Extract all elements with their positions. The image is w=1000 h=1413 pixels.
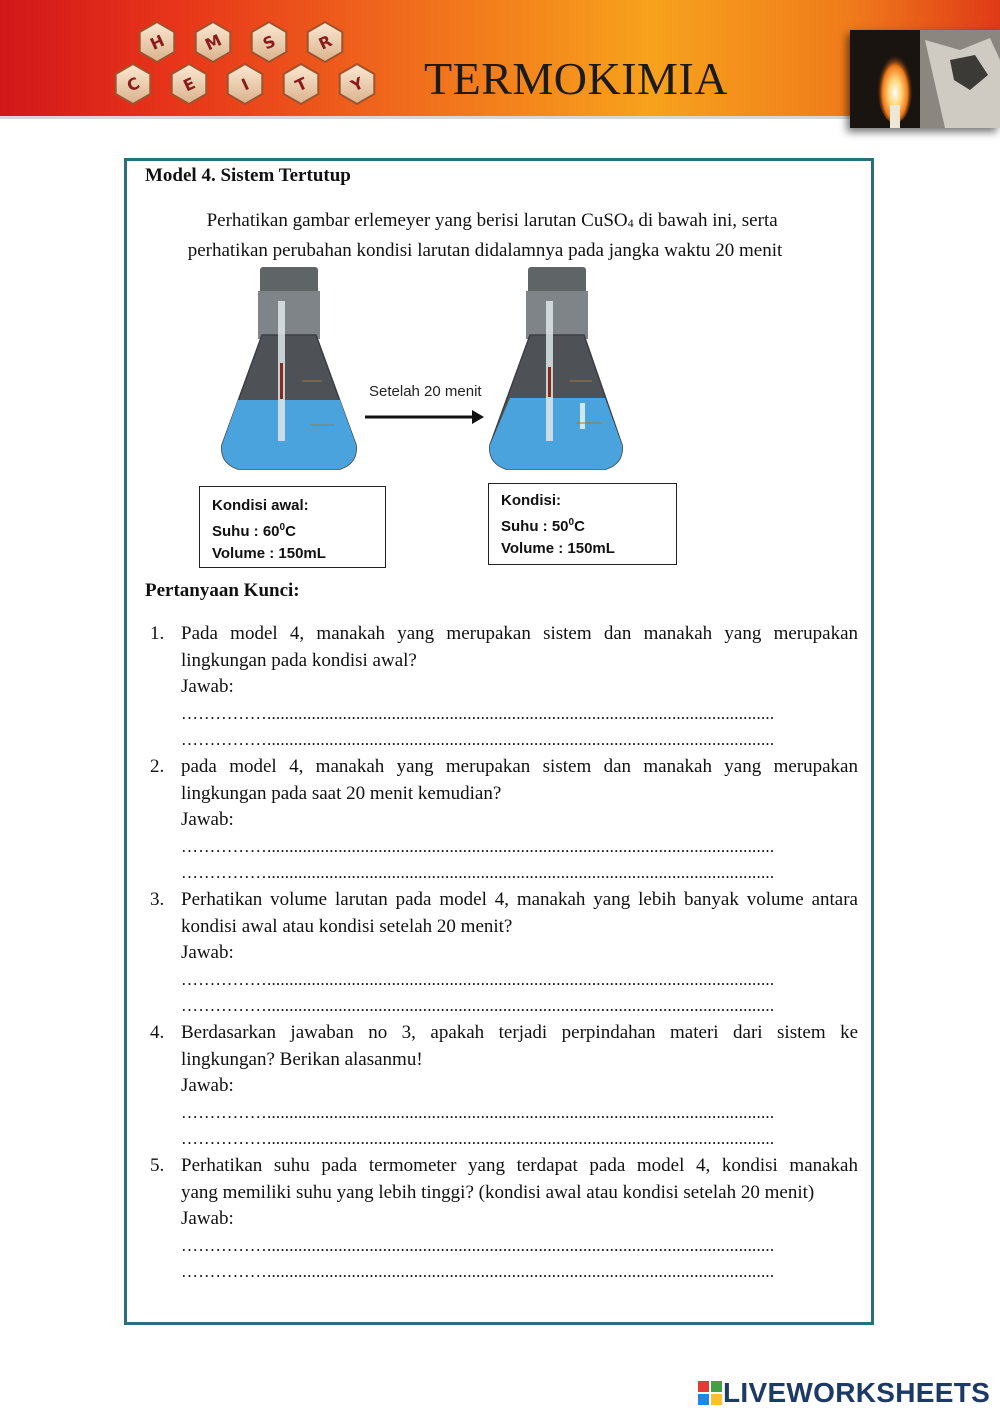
question-item xyxy=(150,887,858,1020)
answer-label: Jawab: xyxy=(181,1075,234,1096)
intro-paragraph: Perhatikan gambar erlemeyer yang berisi larutan CuSO$_4$ di bawah ini, serta perhatikan perubahan kondisi larutan didalamnya pada jangka waktu 20 menit xyxy=(187,210,783,261)
flask-initial xyxy=(222,267,356,469)
chemistry-hexagon-logo xyxy=(105,14,385,114)
question-number: 1. xyxy=(150,623,165,644)
question-item xyxy=(150,1153,858,1286)
answer-line[interactable]: …………….................................................................................................................. xyxy=(181,1102,775,1122)
logo-letter: E xyxy=(180,73,199,96)
question-number: 3. xyxy=(150,889,165,910)
question-text-line1: Berdasarkan jawaban no 3, apakah terjadi perpindahan materi dari sistem ke xyxy=(181,1022,858,1043)
question-text-line1: Perhatikan suhu pada termometer yang terdapat pada model 4, kondisi manakah xyxy=(181,1155,858,1176)
question-text-line2: yang memiliki suhu yang lebih tinggi? (kondisi awal atau kondisi setelah 20 menit) xyxy=(181,1181,815,1203)
liveworksheets-icon xyxy=(697,1380,723,1406)
answer-line[interactable]: …………….................................................................................................................. xyxy=(181,730,775,749)
question-item xyxy=(150,754,858,887)
logo-letter: M xyxy=(201,30,225,55)
answer-line[interactable]: …………….................................................................................................................. xyxy=(181,996,775,1015)
logo-letter: I xyxy=(238,74,252,95)
logo-letter: S xyxy=(259,31,279,54)
right-arrow-icon xyxy=(365,410,484,424)
header-banner xyxy=(0,0,1000,119)
answer-line[interactable]: …………….................................................................................................................. xyxy=(181,969,775,989)
logo-letter: Y xyxy=(347,73,367,96)
page-title: TERMOKIMIA xyxy=(424,53,728,104)
flask-after xyxy=(490,267,622,469)
answer-line[interactable]: …………….................................................................................................................. xyxy=(181,1129,775,1148)
question-text-line2: kondisi awal atau kondisi setelah 20 menit? xyxy=(181,915,513,937)
condition-initial-box: Kondisi awal: Suhu : $60^0C$ Volume : 150mL xyxy=(199,486,386,568)
answer-label: Jawab: xyxy=(181,809,234,830)
arrow-label: Setelah 20 menit xyxy=(369,383,482,400)
questions-title: Pertanyaan Kunci: xyxy=(145,580,300,601)
question-text-line1: pada model 4, manakah yang merupakan sistem dan manakah yang merupakan xyxy=(181,756,858,777)
logo-letter: T xyxy=(292,73,311,96)
question-number: 2. xyxy=(150,756,165,777)
question-text-line1: Perhatikan volume larutan pada model 4, manakah yang lebih banyak volume antara xyxy=(181,889,858,910)
answer-label: Jawab: xyxy=(181,1208,234,1229)
answer-label: Jawab: xyxy=(181,676,234,697)
question-item xyxy=(150,1020,858,1153)
question-text-line2: lingkungan? Berikan alasanmu! xyxy=(181,1048,423,1070)
answer-line[interactable]: …………….................................................................................................................. xyxy=(181,1235,775,1255)
flame-photo-image xyxy=(850,30,1000,128)
answer-line[interactable]: …………….................................................................................................................. xyxy=(181,1262,775,1281)
question-number: 5. xyxy=(150,1155,165,1176)
answer-label: Jawab: xyxy=(181,942,234,963)
answer-line[interactable]: …………….................................................................................................................. xyxy=(181,836,775,856)
answer-line[interactable]: …………….................................................................................................................. xyxy=(181,863,775,882)
brand-name: LIVEWORKSHEETS xyxy=(723,1377,991,1408)
condition-after-box: Kondisi: Suhu : $50^0C$ Volume : 150mL xyxy=(488,483,677,565)
logo-letter: H xyxy=(147,31,168,54)
question-item xyxy=(150,621,858,754)
question-text-line1: Pada model 4, manakah yang merupakan sistem dan manakah yang merupakan xyxy=(181,623,858,644)
question-text-line2: lingkungan pada kondisi awal? xyxy=(181,649,417,671)
logo-letter: C xyxy=(123,73,143,96)
logo-letter: R xyxy=(315,31,335,54)
question-text-line2: lingkungan pada saat 20 menit kemudian? xyxy=(181,782,502,804)
questions-list xyxy=(150,621,858,1286)
erlenmeyer-flasks-diagram xyxy=(210,265,650,485)
answer-line[interactable]: …………….................................................................................................................. xyxy=(181,703,775,723)
liveworksheets-logo[interactable] xyxy=(697,1376,990,1410)
model-title: Model 4. Sistem Tertutup xyxy=(145,165,351,186)
question-number: 4. xyxy=(150,1022,165,1043)
